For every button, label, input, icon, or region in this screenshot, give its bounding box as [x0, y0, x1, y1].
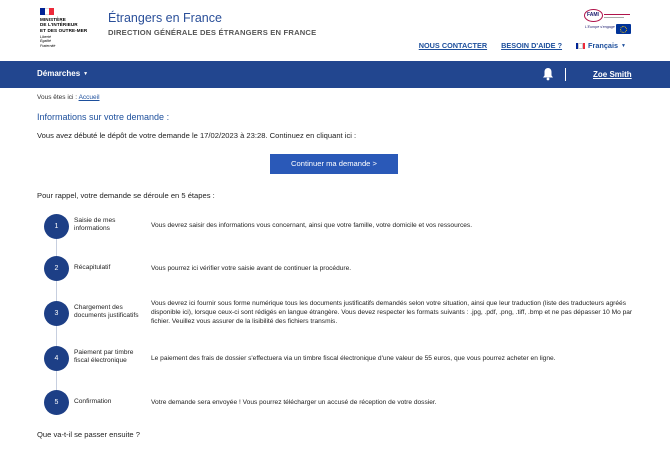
main-nav	[0, 61, 670, 88]
contact-link[interactable]: NOUS CONTACTER	[418, 41, 488, 50]
continue-request-button[interactable]: Continuer ma demande >	[270, 154, 398, 174]
republic-motto: Liberté Égalité Fraternité	[40, 35, 56, 48]
breadcrumb-home-link[interactable]: Accueil	[78, 94, 100, 101]
step-number-badge: 2	[44, 256, 69, 281]
step-description: Vous devrez ici fournir sous forme numérique tous les documents justificatifs demandés selon votre situation, ainsi que leur traduction (liste des traducteurs agréés disponible ici), lorsque ceux-ci sont rédigés en langue étrangère. Vous devez respecter les formats suivants : .jpg, .pdf, .png, .tiff, .bmp et ne pas dépasser 10 Mo par fichier. Veuillez vous assurer de la lisibilité des fichiers transmis.	[151, 300, 633, 326]
ministry-logo[interactable]	[40, 8, 102, 48]
french-flag-icon	[576, 43, 585, 49]
steps-intro-text: Pour rappel, votre demande se déroule en 5 étapes :	[37, 191, 215, 200]
bell-icon[interactable]	[542, 67, 554, 81]
step-number-badge: 3	[44, 301, 69, 326]
step-description: Votre demande sera envoyée ! Vous pourrez télécharger un accusé de réception de votre dossier.	[151, 399, 437, 406]
user-account-link[interactable]: Zoe Smith	[593, 70, 632, 79]
fami-eu-logo	[583, 8, 633, 34]
page-title: Informations sur votre demande :	[37, 112, 170, 122]
breadcrumb	[37, 94, 100, 101]
fami-label: FAMI	[587, 12, 599, 18]
caret-down-icon: ▼	[83, 71, 89, 77]
site-subtitle: DIRECTION GÉNÉRALE DES ÉTRANGERS EN FRANCE	[108, 28, 317, 37]
chevron-down-icon: ▼	[621, 42, 626, 49]
step-label: Confirmation	[74, 398, 112, 405]
step-label: Saisie de mes informations	[74, 217, 116, 233]
request-start-text: Vous avez débuté le dépôt de votre demande le 17/02/2023 à 23:28. Continuez en cliquant ici :	[37, 131, 357, 140]
header-links	[419, 41, 626, 50]
language-selector[interactable]	[576, 41, 626, 50]
step-label: Chargement des documents justificatifs	[74, 304, 139, 320]
french-flag-icon	[40, 8, 54, 15]
language-label: Français	[588, 41, 619, 50]
demarches-label: Démarches	[37, 69, 81, 78]
breadcrumb-prefix: Vous êtes ici :	[37, 94, 78, 101]
step-number-badge: 5	[44, 390, 69, 415]
ministry-name: MINISTÈRE DE L'INTÉRIEUR ET DES OUTRE-MER	[40, 17, 88, 33]
eu-flag-icon	[616, 24, 631, 34]
step-number-badge: 4	[44, 346, 69, 371]
step-label: Paiement par timbre fiscal électronique	[74, 349, 134, 365]
next-steps-heading: Que va-t-il se passer ensuite ?	[37, 430, 140, 439]
step-description: Le paiement des frais de dossier s'effectuera via un timbre fiscal électronique d'une valeur de 55 euros, que vous pourrez acheter en ligne.	[151, 355, 556, 362]
step-label: Récapitulatif	[74, 264, 111, 271]
demarches-menu[interactable]	[37, 69, 88, 78]
step-description: Vous pourrez ici vérifier votre saisie avant de continuer la procédure.	[151, 265, 352, 272]
site-title[interactable]: Étrangers en France	[108, 11, 222, 25]
step-description: Vous devrez saisir des informations vous concernant, ainsi que votre famille, votre domicile et vos ressources.	[151, 222, 473, 229]
fami-tagline: L'Europe s'engage	[585, 25, 615, 29]
site-header	[0, 0, 670, 61]
help-link[interactable]: BESOIN D'AIDE ?	[501, 41, 563, 50]
step-number-badge: 1	[44, 214, 69, 239]
nav-divider	[565, 68, 566, 81]
